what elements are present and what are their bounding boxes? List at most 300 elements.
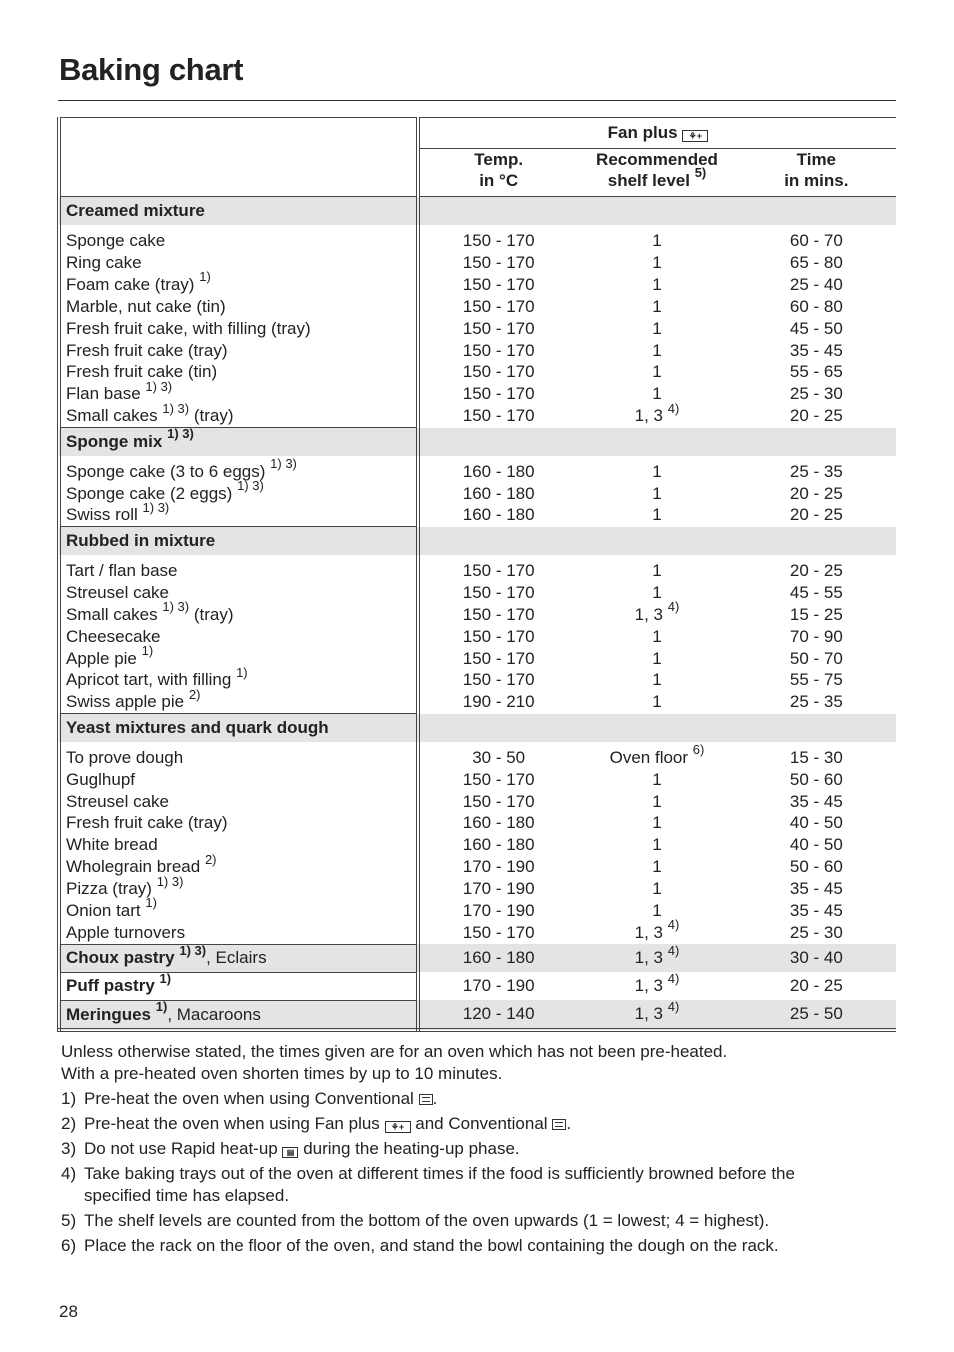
table-row — [59, 225, 896, 252]
temp-cell: 160 - 180 — [418, 834, 577, 856]
item-name: Swiss apple pie — [66, 692, 185, 712]
item-name: Pizza (tray) — [66, 879, 152, 899]
header-empty-cell — [59, 118, 418, 149]
shelf-cell — [577, 856, 736, 878]
shelf-cell — [577, 225, 736, 252]
shelf-cell — [577, 456, 736, 483]
item-name: Guglhupf — [66, 769, 135, 789]
item-name-cell — [59, 791, 418, 813]
fan-plus-icon: ⚘+ — [682, 130, 708, 142]
shelf-cell — [577, 340, 736, 362]
time-cell: 35 - 45 — [737, 878, 896, 900]
footnote-2-mid: and Conventional — [410, 1114, 553, 1133]
shelf-cell — [577, 944, 736, 972]
section-header-fill — [418, 714, 896, 742]
item-footnote-ref: 1) — [155, 999, 168, 1015]
temp-cell: 170 - 190 — [418, 878, 577, 900]
section-header-fill — [418, 197, 896, 226]
shelf-value: 1, 3 — [634, 604, 664, 624]
chart-body — [59, 118, 896, 1031]
item-name: White bread — [66, 835, 158, 855]
item-name: Choux pastry — [66, 948, 175, 968]
shelf-cell — [577, 599, 736, 626]
item-name-cell — [59, 664, 418, 691]
table-row — [59, 340, 896, 362]
shelf-value: 1 — [652, 483, 662, 503]
shelf-cell — [577, 769, 736, 791]
item-footnote-ref: 1) — [199, 269, 211, 285]
time-cell: 50 - 60 — [737, 769, 896, 791]
time-cell: 15 - 30 — [737, 742, 896, 769]
table-row — [59, 604, 896, 626]
time-cell: 60 - 70 — [737, 225, 896, 252]
time-cell: 20 - 25 — [737, 504, 896, 526]
time-cell: 25 - 40 — [737, 274, 896, 296]
item-name: Streusel cake — [66, 582, 169, 602]
shelf-cell — [577, 917, 736, 944]
shelf-value: Oven floor — [609, 747, 689, 767]
table-row — [59, 361, 896, 383]
shelf-cell — [577, 691, 736, 713]
time-cell: 60 - 80 — [737, 296, 896, 318]
item-name-cell — [59, 296, 418, 318]
item-footnote-ref: 1) 3) — [162, 400, 190, 416]
shelf-value: 1 — [652, 670, 662, 690]
table-row — [59, 834, 896, 856]
temp-cell: 170 - 190 — [418, 856, 577, 878]
table-row — [59, 648, 896, 670]
section-title-cell — [59, 714, 418, 742]
shelf-value: 1, 3 — [634, 976, 664, 996]
note-intro-1: Unless otherwise stated, the times given are for an oven which has not been pre-heated. — [61, 1042, 728, 1061]
shelf-value: 1, 3 — [634, 948, 664, 968]
temp-cell: 120 - 140 — [418, 1000, 577, 1030]
shelf-value: 1 — [652, 648, 662, 668]
time-cell: 15 - 25 — [737, 604, 896, 626]
time-cell: 20 - 25 — [737, 483, 896, 505]
shelf-value: 1 — [652, 231, 662, 250]
item-name: Flan base — [66, 384, 141, 404]
table-row — [59, 812, 896, 834]
shelf-footnote-ref: 6) — [692, 742, 705, 758]
shelf-cell — [577, 900, 736, 922]
item-footnote-ref: 2) — [188, 686, 201, 702]
shelf-value: 1, 3 — [634, 406, 664, 426]
item-name-cell — [59, 922, 418, 944]
temp-cell: 150 - 170 — [418, 626, 577, 648]
item-name-cell — [59, 225, 418, 252]
time-cell: 25 - 35 — [737, 456, 896, 483]
item-name: Swiss roll — [66, 505, 138, 525]
item-name: Small cakes — [66, 604, 158, 624]
section-title: Rubbed in mixture — [66, 531, 216, 551]
temp-cell: 160 - 180 — [418, 812, 577, 834]
table-row — [59, 405, 896, 427]
temp-cell: 160 - 180 — [418, 483, 577, 505]
item-name: Apricot tart, with filling — [66, 670, 232, 690]
item-footnote-ref: 1) 3) — [142, 499, 170, 515]
item-footnote-ref: 1) — [145, 895, 157, 911]
time-cell: 45 - 55 — [737, 582, 896, 604]
shelf-cell — [577, 812, 736, 834]
shelf-cell — [577, 878, 736, 900]
item-footnote-ref: 1) — [159, 970, 172, 986]
item-name-cell — [59, 742, 418, 769]
section-header-fill — [418, 428, 896, 456]
shelf-value: 1 — [652, 560, 662, 580]
shelf-value: 1 — [652, 692, 662, 712]
item-name-cell — [59, 944, 418, 972]
temp-cell: 160 - 180 — [418, 944, 577, 972]
time-cell: 40 - 50 — [737, 812, 896, 834]
table-row — [59, 318, 896, 340]
table-row — [59, 856, 896, 878]
shelf-footnote-ref: 4) — [667, 599, 680, 615]
time-cell: 25 - 35 — [737, 691, 896, 713]
footnote-1 — [61, 1088, 851, 1110]
time-cell: 25 - 30 — [737, 922, 896, 944]
item-name-cell — [59, 340, 418, 362]
temp-cell: 150 - 170 — [418, 791, 577, 813]
shelf-value: 1 — [652, 879, 662, 899]
shelf-cell — [577, 626, 736, 648]
item-footnote-ref: 1) 3) — [179, 942, 207, 958]
item-name-cell — [59, 873, 418, 900]
temp-cell: 150 - 170 — [418, 922, 577, 944]
item-name: Wholegrain bread — [66, 857, 201, 877]
temp-cell: 150 - 170 — [418, 318, 577, 340]
footnote-1-end: . — [432, 1089, 438, 1108]
temp-cell: 150 - 170 — [418, 274, 577, 296]
time-cell: 25 - 30 — [737, 383, 896, 405]
item-name: Onion tart — [66, 901, 141, 921]
footnote-number: 6) — [61, 1236, 77, 1255]
shelf-footnote-ref: 4) — [667, 917, 680, 933]
time-cell: 40 - 50 — [737, 834, 896, 856]
footnote-3-end: during the heating-up phase. — [298, 1139, 520, 1158]
shelf-cell — [577, 834, 736, 856]
item-name: Fresh fruit cake (tray) — [66, 813, 228, 833]
temp-cell: 150 - 170 — [418, 604, 577, 626]
section-header-fill — [418, 527, 896, 555]
time-cell: 30 - 40 — [737, 944, 896, 972]
conventional-icon — [419, 1094, 433, 1105]
rapid-heat-up-icon: ▤ — [282, 1147, 298, 1158]
footnote-2 — [61, 1113, 851, 1135]
footnote-number: 3) — [61, 1139, 77, 1158]
header-fan-plus — [418, 118, 896, 149]
time-cell: 20 - 25 — [789, 976, 843, 996]
shelf-value: 1 — [652, 835, 662, 855]
item-name: Fresh fruit cake (tin) — [66, 362, 218, 382]
temp-cell: 150 - 170 — [418, 340, 577, 362]
conventional-icon — [552, 1119, 566, 1130]
table-row — [59, 922, 896, 944]
shelf-cell — [577, 274, 736, 296]
item-name: Cheesecake — [66, 626, 161, 646]
shelf-cell — [577, 318, 736, 340]
footnote-3 — [61, 1138, 851, 1160]
shelf-value: 1, 3 — [634, 922, 664, 942]
section-footnote-ref: 1) 3) — [167, 426, 194, 442]
item-name: Marble, nut cake (tin) — [66, 296, 226, 316]
item-footnote-ref: 1) 3) — [270, 456, 297, 471]
temp-cell: 150 - 170 — [418, 769, 577, 791]
temp-cell: 30 - 50 — [418, 742, 577, 769]
section-header-row — [59, 197, 896, 226]
footnote-text — [84, 1138, 851, 1160]
shelf-cell — [577, 582, 736, 604]
shelf-value: 1, 3 — [634, 1004, 664, 1024]
item-name-cell — [59, 972, 418, 1000]
footnote-6 — [61, 1235, 851, 1257]
temp-cell: 150 - 170 — [418, 252, 577, 274]
item-name-cell — [59, 626, 418, 648]
temp-cell: 150 - 170 — [418, 669, 577, 691]
shelf-cell — [577, 555, 736, 582]
table-row — [59, 769, 896, 791]
temp-cell: 170 - 190 — [418, 900, 577, 922]
shelf-cell — [577, 648, 736, 670]
item-name-cell — [59, 686, 418, 713]
header-temp — [418, 149, 577, 197]
footnote-number: 2) — [61, 1114, 77, 1133]
shelf-footnote-ref: 4) — [667, 998, 680, 1014]
temp-cell: 150 - 170 — [418, 405, 577, 427]
header-time-line1: Time — [796, 150, 837, 169]
footnotes — [61, 1041, 851, 1257]
page-number: 28 — [59, 1302, 78, 1321]
section-title-cell — [59, 527, 418, 555]
time-cell: 45 - 50 — [737, 318, 896, 340]
shelf-value: 1 — [652, 901, 662, 921]
shelf-value: 1 — [652, 340, 662, 360]
header-shelf-footnote: 5) — [694, 165, 707, 181]
item-name-cell — [59, 400, 418, 427]
header-time — [737, 149, 896, 197]
temp-cell: 150 - 170 — [418, 296, 577, 318]
item-name-cell — [59, 812, 418, 834]
temp-cell: 160 - 180 — [418, 456, 577, 483]
temp-cell: 150 - 170 — [418, 582, 577, 604]
item-name: Fresh fruit cake, with filling (tray) — [66, 318, 311, 338]
shelf-cell — [577, 669, 736, 691]
shelf-value: 1 — [652, 318, 662, 338]
table-row — [59, 252, 896, 274]
table-row-single — [59, 972, 896, 1000]
item-name: Small cakes — [66, 406, 158, 426]
shelf-value: 1 — [652, 384, 662, 404]
time-cell: 25 - 50 — [737, 1000, 896, 1030]
table-row — [59, 483, 896, 505]
item-name-suffix: , Eclairs — [206, 948, 267, 968]
footnote-number: 1) — [61, 1089, 77, 1108]
header-temp-line1: Temp. — [474, 150, 524, 169]
item-name: Foam cake (tray) — [66, 274, 195, 294]
shelf-cell — [577, 504, 736, 526]
shelf-cell — [577, 972, 736, 1000]
temp-cell: 150 - 170 — [418, 648, 577, 670]
section-header-row — [59, 714, 896, 742]
time-cell: 65 - 80 — [737, 252, 896, 274]
table-row — [59, 742, 896, 769]
table-row — [59, 456, 896, 483]
table-row — [59, 691, 896, 713]
item-name-cell — [59, 834, 418, 856]
item-name: Sponge cake (2 eggs) — [66, 483, 233, 503]
footnote-1-text: Pre-heat the oven when using Conventional — [84, 1089, 419, 1108]
section-title: Yeast mixtures and quark dough — [66, 718, 329, 738]
shelf-cell — [577, 400, 736, 427]
shelf-value: 1 — [652, 461, 662, 481]
item-name: Streusel cake — [66, 791, 169, 811]
temp-cell: 190 - 210 — [418, 691, 577, 713]
shelf-cell — [577, 1000, 736, 1030]
table-row — [59, 669, 896, 691]
time-cell: 70 - 90 — [737, 626, 896, 648]
item-name-cell — [59, 1000, 418, 1030]
item-footnote-ref: 2) — [204, 851, 217, 867]
shelf-value: 1 — [652, 857, 662, 877]
fan-plus-label: Fan plus — [607, 123, 678, 143]
shelf-cell — [577, 361, 736, 383]
header-shelf-line1: Recommended — [596, 150, 718, 169]
shelf-value: 1 — [652, 791, 662, 811]
item-name: Tart / flan base — [66, 560, 178, 580]
item-footnote-ref: 1) 3) — [162, 599, 190, 615]
table-row — [59, 296, 896, 318]
item-name: To prove dough — [66, 747, 184, 767]
note-intro-2: With a pre-heated oven shorten times by up to 10 minutes. — [61, 1064, 503, 1083]
table-row-single — [59, 944, 896, 972]
time-cell: 50 - 70 — [737, 648, 896, 670]
item-name-suffix: (tray) — [189, 406, 234, 426]
item-name: Meringues — [66, 1004, 152, 1024]
footnote-6-text: Place the rack on the floor of the oven, and stand the bowl containing the dough on the rack. — [84, 1236, 779, 1255]
shelf-value: 1 — [652, 813, 662, 833]
table-row-single — [59, 1000, 896, 1030]
footnote-5-text: The shelf levels are counted from the bottom of the oven upwards (1 = lowest; 4 = highest). — [84, 1211, 770, 1230]
table-row — [59, 791, 896, 813]
table-row — [59, 555, 896, 582]
temp-cell: 150 - 170 — [418, 361, 577, 383]
page-title: Baking chart — [59, 52, 244, 87]
item-name-cell — [59, 477, 418, 505]
baking-chart-table — [57, 117, 896, 1032]
item-footnote-ref: 1) 3) — [156, 873, 184, 889]
item-name-suffix: , Macaroons — [167, 1004, 261, 1024]
footnote-text — [84, 1088, 851, 1110]
item-name: Apple pie — [66, 648, 137, 668]
time-cell: 55 - 75 — [737, 669, 896, 691]
fan-plus-icon: ⚘+ — [385, 1121, 411, 1133]
shelf-cell — [577, 296, 736, 318]
section-title-cell — [59, 428, 418, 456]
item-name-cell — [59, 599, 418, 626]
shelf-value: 1 — [652, 274, 662, 294]
item-footnote-ref: 1) 3) — [237, 477, 264, 493]
temp-cell: 170 - 190 — [462, 976, 535, 996]
item-footnote-ref: 1) — [236, 664, 248, 680]
shelf-value: 1 — [652, 582, 662, 602]
item-name-suffix: (tray) — [189, 604, 234, 624]
shelf-value: 1 — [652, 626, 662, 646]
table-row — [59, 274, 896, 296]
time-cell: 50 - 60 — [737, 856, 896, 878]
table-row — [59, 900, 896, 922]
item-footnote-ref: 1) — [141, 642, 154, 658]
item-name-cell — [59, 895, 418, 922]
temp-cell: 150 - 170 — [418, 225, 577, 252]
shelf-footnote-ref: 4) — [667, 942, 680, 958]
header-shelf — [577, 149, 736, 197]
section-title-cell — [59, 197, 418, 226]
table-row — [59, 626, 896, 648]
time-cell: 20 - 25 — [737, 405, 896, 427]
item-name-cell — [59, 582, 418, 604]
footnote-5 — [61, 1210, 851, 1232]
shelf-cell — [577, 383, 736, 405]
footnote-4 — [61, 1163, 851, 1207]
item-name-cell — [59, 499, 418, 526]
item-name: Sponge cake — [66, 231, 166, 250]
title-divider — [58, 100, 896, 101]
item-name-cell — [59, 555, 418, 582]
shelf-value: 1 — [652, 769, 662, 789]
shelf-value: 1 — [652, 252, 662, 272]
item-name: Apple turnovers — [66, 922, 186, 942]
section-header-row — [59, 428, 896, 456]
footnote-2-text: Pre-heat the oven when using Fan plus — [84, 1114, 385, 1133]
time-cell: 35 - 45 — [737, 791, 896, 813]
section-title: Creamed mixture — [66, 201, 205, 221]
item-name-cell — [59, 269, 418, 296]
item-name-cell — [59, 318, 418, 340]
footnote-3-text: Do not use Rapid heat-up — [84, 1139, 283, 1158]
section-title: Sponge mix — [66, 431, 163, 451]
shelf-cell — [577, 252, 736, 274]
item-name-cell — [59, 769, 418, 791]
item-name: Sponge cake (3 to 6 eggs) — [66, 461, 266, 481]
item-footnote-ref: 1) 3) — [145, 378, 173, 394]
footnote-4-text: Take baking trays out of the oven at different times if the food is sufficiently browned before the specified time has elapsed. — [84, 1164, 795, 1205]
footnote-text — [84, 1113, 851, 1135]
time-cell: 55 - 65 — [737, 361, 896, 383]
shelf-cell — [577, 791, 736, 813]
section-header-row — [59, 527, 896, 555]
footnote-number: 4) — [61, 1164, 77, 1183]
temp-cell: 160 - 180 — [418, 504, 577, 526]
item-name: Fresh fruit cake (tray) — [66, 340, 228, 360]
shelf-value: 1 — [652, 505, 662, 525]
header-row-columns — [59, 149, 896, 197]
footnote-number: 5) — [61, 1211, 77, 1230]
shelf-footnote-ref: 4) — [667, 400, 680, 416]
time-cell: 20 - 25 — [737, 555, 896, 582]
time-cell: 35 - 45 — [737, 900, 896, 922]
item-name-cell — [59, 851, 418, 878]
header-time-line2: in mins. — [784, 171, 849, 190]
shelf-cell — [577, 483, 736, 505]
item-name: Ring cake — [66, 252, 142, 272]
shelf-value: 1 — [652, 296, 662, 316]
item-name-cell — [59, 378, 418, 405]
shelf-footnote-ref: 4) — [667, 970, 680, 986]
footnote-2-end: . — [566, 1114, 572, 1133]
time-cell: 35 - 45 — [737, 340, 896, 362]
temp-cell: 150 - 170 — [418, 555, 577, 582]
shelf-value: 1 — [652, 362, 662, 382]
